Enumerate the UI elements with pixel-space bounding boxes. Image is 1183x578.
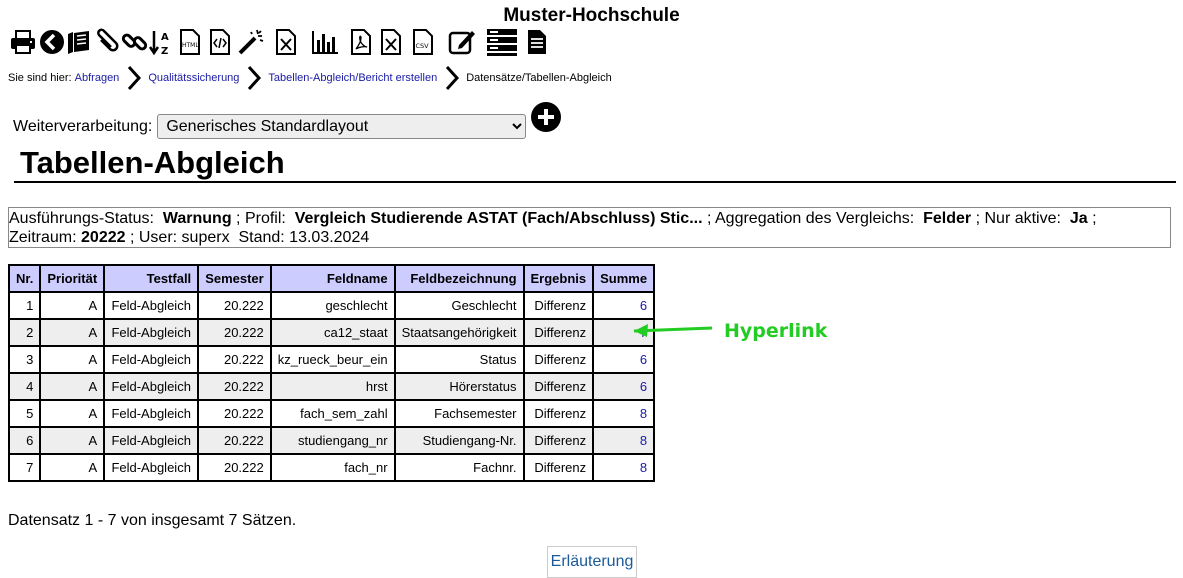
cell-feldbezeichnung: Hörerstatus (395, 373, 524, 400)
svg-text:A: A (161, 32, 169, 43)
active-label: ; Nur aktive: (975, 210, 1061, 227)
breadcrumb-current: Datensätze/Tabellen-Abgleich (466, 72, 612, 84)
cell-prioritaet: A (40, 346, 104, 373)
cell-feldbezeichnung: Fachnr. (395, 454, 524, 481)
books-icon[interactable] (65, 28, 93, 56)
cell-nr: 4 (9, 373, 40, 400)
svg-text:HTML: HTML (182, 42, 199, 49)
html-icon[interactable] (176, 28, 204, 56)
header-summe[interactable]: Summe (593, 265, 654, 292)
cell-prioritaet: A (40, 400, 104, 427)
header-ergebnis[interactable]: Ergebnis (524, 265, 594, 292)
add-icon[interactable] (531, 102, 561, 132)
breadcrumb (8, 65, 612, 91)
table-row (9, 346, 654, 373)
cell-feldname: fach_sem_zahl (271, 400, 395, 427)
back-icon[interactable] (38, 28, 66, 56)
header-feldname[interactable]: Feldname (271, 265, 395, 292)
cell-semester: 20.222 (198, 346, 271, 373)
chevron-right-icon (246, 65, 262, 91)
aggregation-label: ; Aggregation des Vergleichs: (706, 210, 915, 227)
stand-date: Stand: 13.03.2024 (238, 229, 370, 246)
cell-feldname: fach_nr (271, 454, 395, 481)
cell-nr: 3 (9, 346, 40, 373)
edit-icon[interactable] (448, 28, 476, 56)
cell-prioritaet: A (40, 319, 104, 346)
record-count: Datensatz 1 - 7 von insgesamt 7 Sätzen. (8, 512, 297, 529)
csv-icon[interactable] (409, 28, 437, 56)
table-header-row (9, 265, 654, 292)
list-icon[interactable] (486, 28, 518, 56)
cell-nr: 6 (9, 427, 40, 454)
cell-ergebnis: Differenz (524, 292, 594, 319)
cell-semester: 20.222 (198, 427, 271, 454)
cell-testfall: Feld-Abgleich (104, 400, 198, 427)
excel-icon[interactable] (377, 28, 405, 56)
cell-ergebnis: Differenz (524, 319, 594, 346)
cell-testfall: Feld-Abgleich (104, 373, 198, 400)
cell-semester: 20.222 (198, 454, 271, 481)
cell-feldname: ca12_staat (271, 319, 395, 346)
cell-summe (593, 346, 654, 373)
cell-ergebnis: Differenz (524, 373, 594, 400)
summe-link[interactable]: 6 (639, 298, 648, 313)
results-table (8, 264, 655, 482)
cell-summe (593, 427, 654, 454)
cell-nr: 1 (9, 292, 40, 319)
cell-nr: 7 (9, 454, 40, 481)
cell-summe (593, 454, 654, 481)
printer-icon[interactable] (9, 28, 37, 56)
cell-testfall: Feld-Abgleich (104, 427, 198, 454)
summe-link[interactable]: 8 (639, 460, 648, 475)
summe-link[interactable]: 8 (639, 433, 648, 448)
cell-feldbezeichnung: Staatsangehörigkeit (395, 319, 524, 346)
cell-ergebnis: Differenz (524, 427, 594, 454)
cell-feldname: studiengang_nr (271, 427, 395, 454)
table-row (9, 319, 654, 346)
header-nr[interactable]: Nr. (9, 265, 40, 292)
cell-testfall: Feld-Abgleich (104, 346, 198, 373)
chevron-right-icon (126, 65, 142, 91)
cell-prioritaet: A (40, 427, 104, 454)
document-icon[interactable] (523, 28, 551, 56)
cell-feldbezeichnung: Status (395, 346, 524, 373)
table-row (9, 427, 654, 454)
further-processing-select[interactable] (157, 114, 526, 139)
status-box (8, 207, 1171, 248)
pdf-icon[interactable] (347, 28, 375, 56)
header-semester[interactable]: Semester (198, 265, 271, 292)
institution-title: Muster-Hochschule (503, 5, 680, 26)
profile-value: Vergleich Studierende ASTAT (Fach/Abschluss) Stic... (294, 210, 703, 227)
cell-summe (593, 373, 654, 400)
cell-feldbezeichnung: Studiengang-Nr. (395, 427, 524, 454)
breadcrumb-item-qualitaetssicherung[interactable]: Qualitätssicherung (148, 72, 240, 84)
cell-prioritaet: A (40, 373, 104, 400)
breadcrumb-prefix: Sie sind hier: (8, 72, 72, 84)
header-feldbezeichnung[interactable]: Feldbezeichnung (395, 265, 524, 292)
cell-nr: 2 (9, 319, 40, 346)
annotation-label: Hyperlink (724, 320, 828, 342)
cell-summe (593, 292, 654, 319)
bar-chart-icon[interactable] (311, 28, 339, 56)
summe-link[interactable]: 8 (639, 406, 648, 421)
svg-text:CSV: CSV (415, 42, 429, 50)
header-testfall[interactable]: Testfall (104, 265, 198, 292)
page-title: Tabellen-Abgleich (20, 145, 285, 180)
exec-status-label: Ausführungs-Status: (9, 210, 154, 227)
summe-link[interactable]: 6 (639, 379, 648, 394)
explain-button[interactable]: Erläuterung (547, 546, 637, 578)
cell-semester: 20.222 (198, 400, 271, 427)
breadcrumb-item-tabellen-abgleich[interactable]: Tabellen-Abgleich/Bericht erstellen (268, 72, 438, 84)
cell-feldname: geschlecht (271, 292, 395, 319)
chevron-right-icon (444, 65, 460, 91)
exec-status-value: Warnung (162, 210, 232, 227)
sort-az-icon[interactable] (148, 28, 176, 56)
period-label: ; Zeitraum: (9, 210, 1097, 246)
further-processing-label: Weiterverarbeitung: (13, 117, 153, 135)
magic-wand-icon[interactable] (237, 28, 265, 56)
table-row (9, 400, 654, 427)
title-divider (14, 181, 1176, 183)
cell-feldname: hrst (271, 373, 395, 400)
cell-feldname: kz_rueck_beur_ein (271, 346, 395, 373)
cell-testfall: Feld-Abgleich (104, 454, 198, 481)
cell-nr: 5 (9, 400, 40, 427)
code-icon[interactable] (206, 28, 234, 56)
cell-feldbezeichnung: Fachsemester (395, 400, 524, 427)
cell-ergebnis: Differenz (524, 346, 594, 373)
svg-text:Z: Z (161, 46, 169, 56)
cell-testfall: Feld-Abgleich (104, 292, 198, 319)
table-row (9, 292, 654, 319)
table-row (9, 454, 654, 481)
cell-ergebnis: Differenz (524, 454, 594, 481)
cell-testfall: Feld-Abgleich (104, 319, 198, 346)
cell-feldbezeichnung: Geschlecht (395, 292, 524, 319)
excel-icon[interactable] (272, 28, 300, 56)
breadcrumb-item-abfragen[interactable]: Abfragen (74, 72, 120, 84)
table-row (9, 373, 654, 400)
user-label: ; User: superx (129, 229, 230, 246)
link-icon[interactable] (121, 28, 149, 56)
cell-semester: 20.222 (198, 373, 271, 400)
cell-summe (593, 400, 654, 427)
cell-ergebnis: Differenz (524, 400, 594, 427)
cell-semester: 20.222 (198, 292, 271, 319)
cell-prioritaet: A (40, 454, 104, 481)
profile-label: ; Profil: (236, 210, 286, 227)
active-value: Ja (1069, 210, 1088, 227)
aggregation-value: Felder (923, 210, 972, 227)
header-prioritaet[interactable]: Priorität (40, 265, 104, 292)
cell-prioritaet: A (40, 292, 104, 319)
cell-semester: 20.222 (198, 319, 271, 346)
period-value: 20222 (81, 229, 126, 246)
summe-link[interactable]: 6 (639, 352, 648, 367)
paperclip-icon[interactable] (93, 28, 121, 56)
further-processing (13, 114, 526, 139)
